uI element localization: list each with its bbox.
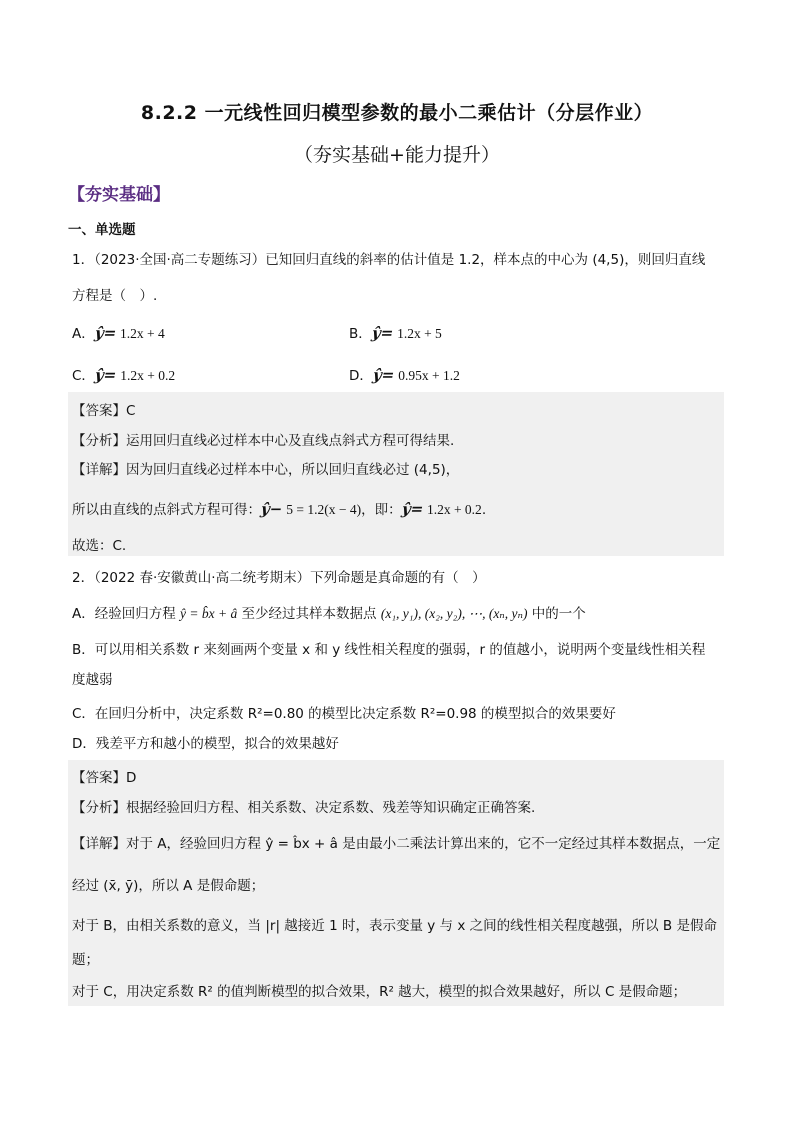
q2-option-a-expr: ŷ = b̂x + â bbox=[180, 606, 238, 621]
part-heading: 一、单选题 bbox=[68, 222, 136, 238]
q2-answer-block bbox=[68, 760, 724, 1006]
q2-option-a bbox=[72, 602, 586, 622]
q1-detail-line1: 【详解】因为回归直线必过样本中心，所以回归直线必过 (4,5)， bbox=[72, 462, 460, 478]
q2-detail-line2: 经过 (x̄, ȳ)，所以 A 是假命题； bbox=[72, 878, 265, 894]
q2-detail-line5: 对于 C，用决定系数 R² 的值判断模型的拟合效果，R² 越大，模型的拟合效果越好，所以 C 是假命题； bbox=[72, 984, 687, 1000]
q1-answer-block bbox=[68, 392, 724, 556]
q1-option-d-expr: 0.95x + 1.2 bbox=[398, 368, 460, 383]
yhat-glyph-icon: ŷ= bbox=[400, 500, 425, 518]
page-subtitle: （夯实基础+能力提升） bbox=[294, 144, 500, 166]
section-heading: 【夯实基础】 bbox=[68, 185, 170, 205]
q1-option-b bbox=[349, 322, 442, 342]
q1-stem-line1: 1．（2023·全国·高二专题练习）已知回归直线的斜率的估计值是 1.2，样本点的中心为 (4,5)，则回归直线 bbox=[72, 252, 706, 268]
q2-option-c: C．在回归分析中，决定系数 R²=0.80 的模型比决定系数 R²=0.98 的模型拟合的效果要好 bbox=[72, 706, 616, 722]
q2-detail-line1: 【详解】对于 A，经验回归方程 ŷ = b̂x + â 是由最小二乘法计算出来的，它不一定经过其样本数据点，一定 bbox=[72, 836, 721, 852]
q1-option-a-expr: 1.2x + 4 bbox=[120, 326, 165, 341]
yhat-glyph-icon: ŷ= bbox=[370, 324, 395, 342]
q1-option-c-expr: 1.2x + 0.2 bbox=[120, 368, 176, 383]
yhat-glyph-icon: ŷ= bbox=[93, 324, 118, 342]
q1-detail-line3: 故选：C. bbox=[72, 538, 127, 554]
q2-option-a-text: 至少经过其样本数据点 bbox=[237, 606, 381, 622]
q1-option-d bbox=[349, 364, 460, 384]
q1-answer: 【答案】C bbox=[72, 403, 136, 419]
q1-detail-expr2: 1.2x + 0.2 bbox=[426, 502, 482, 517]
q1-detail-text: ，即： bbox=[361, 502, 402, 518]
q2-analysis: 【分析】根据经验回归方程、相关系数、决定系数、残差等知识确定正确答案. bbox=[72, 800, 536, 816]
q1-option-d-label: D． bbox=[349, 368, 373, 384]
q1-option-b-expr: 1.2x + 5 bbox=[397, 326, 442, 341]
q2-detail-line3: 对于 B，由相关系数的意义，当 |r| 越接近 1 时，表示变量 y 与 x 之间的线性相关程度越强，所以 B 是假命 bbox=[72, 918, 717, 934]
q1-analysis: 【分析】运用回归直线必过样本中心及直线点斜式方程可得结果. bbox=[72, 433, 455, 449]
q1-option-b-label: B． bbox=[349, 326, 372, 342]
q2-answer: 【答案】D bbox=[72, 770, 137, 786]
page-title: 8.2.2 一元线性回归模型参数的最小二乘估计（分层作业） bbox=[140, 102, 654, 124]
q2-option-a-points: (x₁, y₁), (x₂, y₂), ⋯, (xₙ, yₙ) bbox=[380, 606, 528, 621]
q1-detail-text: 所以由直线的点斜式方程可得： bbox=[72, 502, 261, 518]
q2-option-a-text: 中的一个 bbox=[527, 606, 586, 622]
q2-option-b-line1: B．可以用相关系数 r 来刻画两个变量 x 和 y 线性相关程度的强弱，r 的值越小，说明两个变量线性相关程 bbox=[72, 642, 706, 658]
q1-option-c-label: C． bbox=[72, 368, 95, 384]
q1-option-a-label: A． bbox=[72, 326, 95, 342]
q1-option-c bbox=[72, 364, 175, 384]
q2-detail-line4: 题； bbox=[72, 952, 99, 968]
q1-detail-expr1: 5 = 1.2(x − 4) bbox=[286, 502, 362, 517]
q2-stem: 2．（2022 春·安徽黄山·高二统考期末）下列命题是真命题的有（ ） bbox=[72, 570, 486, 586]
q2-option-a-text: A．经验回归方程 bbox=[72, 606, 181, 622]
q1-detail-text: . bbox=[481, 502, 487, 518]
q1-option-a bbox=[72, 322, 165, 342]
q1-detail-line2 bbox=[72, 498, 486, 518]
q2-option-d: D．残差平方和越小的模型，拟合的效果越好 bbox=[72, 736, 339, 752]
yhat-glyph-icon: ŷ= bbox=[371, 366, 396, 384]
yhat-glyph-icon: ŷ− bbox=[259, 500, 284, 518]
q2-option-b-line2: 度越弱 bbox=[72, 672, 113, 688]
yhat-glyph-icon: ŷ= bbox=[93, 366, 118, 384]
q1-stem-line2: 方程是（ ）. bbox=[72, 288, 158, 304]
